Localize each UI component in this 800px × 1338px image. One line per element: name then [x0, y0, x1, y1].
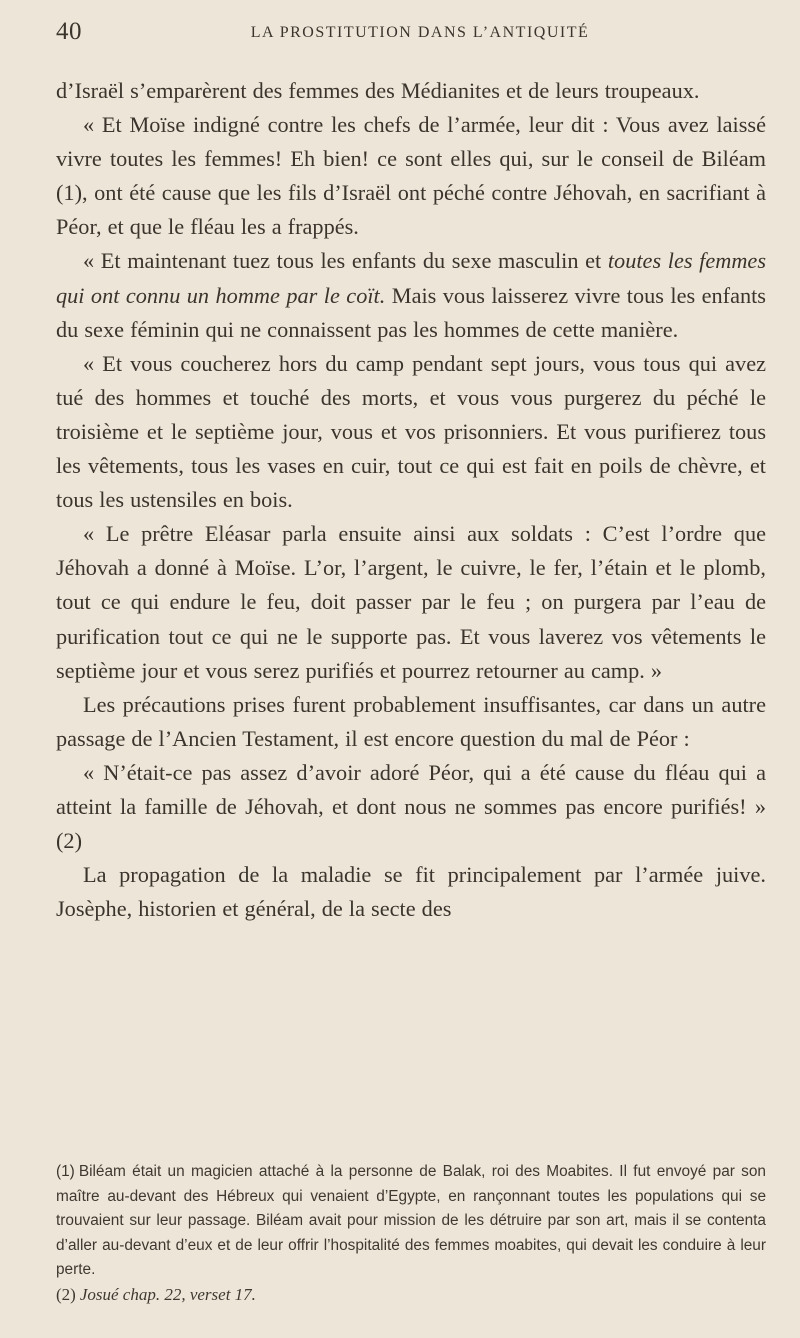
paragraph: « Le prêtre Eléasar parla ensuite ainsi aux soldats : C’est l’ordre que Jéhovah a donné à Moïse. L’or, l’argent, le cuivre, le fer, l’étain et le plomb, tout ce qui endure le feu, doit passer par le feu ; on purgera par l’eau de purification tout ce qui ne le supporte pas. Et vous laverez vos vêtements le septième jour et vous serez purifiés et pourrez retourner au camp. »: [56, 521, 766, 683]
paragraph: [56, 244, 766, 346]
footnote-mark: (1): [56, 1163, 75, 1180]
footnote: [56, 1283, 766, 1308]
paragraph: d’Israël s’emparèrent des femmes des Médianites et de leurs troupeaux.: [56, 78, 700, 103]
footnote-text: Josué chap. 22, verset 17.: [79, 1284, 256, 1304]
main-text: [56, 74, 766, 926]
footnote-mark: (2): [56, 1284, 76, 1304]
running-title: LA PROSTITUTION DANS L’ANTIQUITÉ: [250, 24, 590, 41]
footnotes: [56, 1160, 766, 1307]
paragraph: La propagation de la maladie se fit principalement par l’armée juive. Josèphe, historien et général, de la secte des: [56, 862, 766, 922]
paragraph: « Et vous coucherez hors du camp pendant sept jours, vous tous qui avez tué des hommes et touché des morts, et vous vous purgerez du péché le troisième et le septième jour, vous et vos prisonniers. Et vous purifierez tous les vêtements, tous les vases en cuir, tout ce qui est fait en poils de chèvre, et tous les ustensiles en bois.: [56, 350, 766, 513]
page-header: [56, 18, 744, 52]
paragraph-text: « Et maintenant tuez tous les enfants du sexe masculin et: [83, 248, 608, 274]
paragraph: Les précautions prises furent probablement insuffisantes, car dans un autre passage de l’Ancien Testament, il est encore question du mal de Péor :: [56, 691, 766, 751]
footnote-text: Biléam était un magicien attaché à la personne de Balak, roi des Moabites. Il fut envoyé par son maître au-devant des Hébreux qui venaient d’Egypte, en rançonnant toutes les populations qui se trouvaient sur leur passage. Biléam avait pour mission de les détruire par son art, mais il se contenta d’aller au-devant d’eux et de leur offrir l’hospitalité des femmes moabites, qui devait les conduire à leur perte.: [56, 1163, 766, 1278]
paragraph-text: Mais vous laisserez vivre tous les enfants du sexe féminin qui ne connaissent pas les hommes de cette manière.: [56, 282, 766, 342]
paragraph: « Et Moïse indigné contre les chefs de l’armée, leur dit : Vous avez laissé vivre toutes les femmes! Eh bien! ce sont elles qui, sur le conseil de Biléam (1), ont été cause que les fils d’Israël ont péché contre Jéhovah, en sacrifiant à Péor, et que le fléau les a frappés.: [56, 112, 766, 240]
italic-phrase: toutes les femmes qui ont connu un homme par le coït.: [56, 248, 767, 308]
paragraph: « N’était-ce pas assez d’avoir adoré Péor, qui a été cause du fléau qui a atteint la famille de Jéhovah, et dont nous ne sommes pas encore purifiés! » (2): [56, 759, 766, 854]
page-number: 40: [56, 18, 82, 45]
footnote: [56, 1160, 766, 1283]
